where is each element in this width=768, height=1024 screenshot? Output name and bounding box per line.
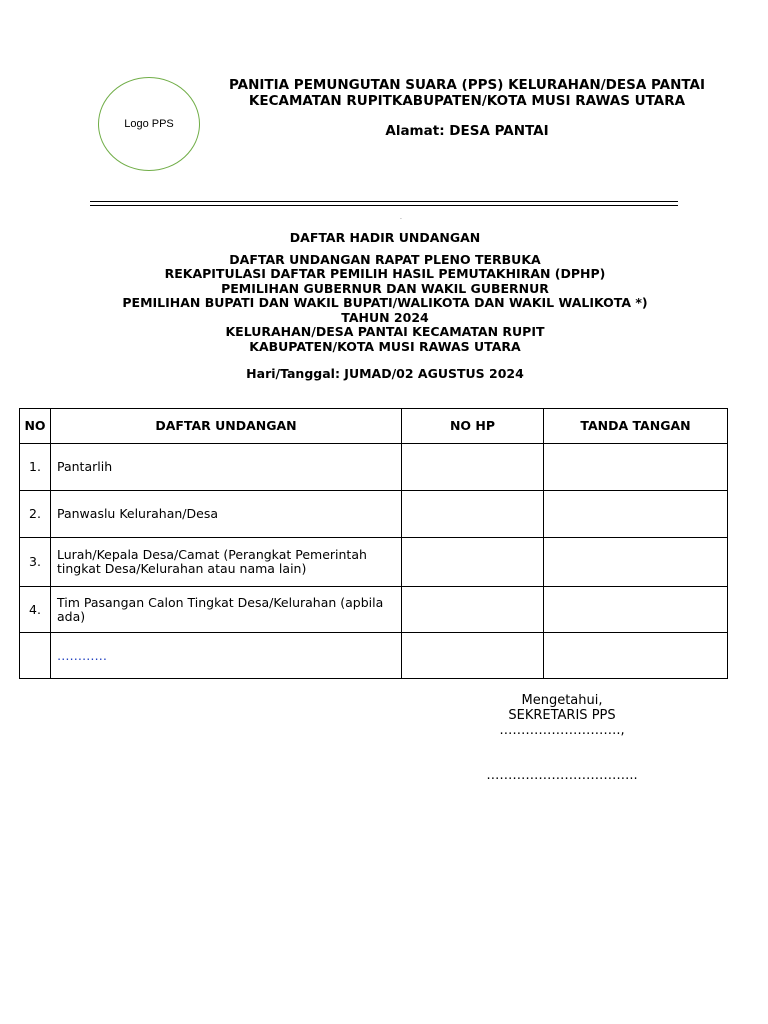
letterhead-line-1: PANITIA PEMUNGUTAN SUARA (PPS) KELURAHAN/DESA PANTAI	[229, 77, 705, 93]
row-signature-cell	[544, 444, 728, 491]
row-invitee-placeholder: …………	[51, 633, 402, 679]
table-header-row	[20, 409, 728, 444]
signature-block	[462, 693, 662, 783]
table-row	[20, 587, 728, 633]
row-signature-cell	[544, 633, 728, 679]
table-row	[20, 633, 728, 679]
header-divider-top	[90, 201, 678, 202]
header-signature: TANDA TANGAN	[544, 409, 728, 444]
letterhead-line-2: KECAMATAN RUPITKABUPATEN/KOTA MUSI RAWAS UTARA	[248, 92, 686, 109]
row-phone-cell	[402, 633, 544, 679]
title-line-2: REKAPITULASI DAFTAR PEMILIH HASIL PEMUTAKHIRAN (DPHP)	[164, 266, 606, 281]
place-date-placeholder: ……………………….,	[499, 723, 625, 738]
attendance-table	[19, 408, 728, 679]
logo-label: Logo PPS	[124, 118, 174, 130]
letterhead-address: Alamat: DESA PANTAI	[385, 123, 549, 139]
row-number: 3.	[20, 538, 51, 587]
row-number	[20, 633, 51, 679]
date-line: Hari/Tanggal: JUMAD/02 AGUSTUS 2024	[246, 366, 524, 381]
signature-name-placeholder: ……………………………..	[486, 768, 638, 783]
header-invitee: DAFTAR UNDANGAN	[51, 409, 402, 444]
row-invitee: Lurah/Kepala Desa/Camat (Perangkat Pemerintah tingkat Desa/Kelurahan atau nama lain)	[51, 538, 402, 587]
logo-placeholder	[98, 77, 200, 171]
table-row	[20, 538, 728, 587]
title-line-1: DAFTAR UNDANGAN RAPAT PLENO TERBUKA	[229, 251, 541, 267]
row-number: 4.	[20, 587, 51, 633]
title-line-5: TAHUN 2024	[341, 309, 429, 325]
row-phone-cell	[402, 491, 544, 538]
row-invitee: Tim Pasangan Calon Tingkat Desa/Kelurahan (apbila ada)	[51, 587, 402, 633]
row-signature-cell	[544, 587, 728, 633]
row-invitee: Panwaslu Kelurahan/Desa	[51, 491, 402, 538]
title-line-7: KABUPATEN/KOTA MUSI RAWAS UTARA	[249, 338, 521, 354]
title-line-3: PEMILIHAN GUBERNUR DAN WAKIL GUBERNUR	[221, 280, 549, 296]
row-phone-cell	[402, 538, 544, 587]
table-row	[20, 444, 728, 491]
document-title-block	[40, 231, 730, 382]
small-mark: .	[400, 214, 402, 221]
row-signature-cell	[544, 491, 728, 538]
row-phone-cell	[402, 587, 544, 633]
title-line-4: PEMILIHAN BUPATI DAN WAKIL BUPATI/WALIKOTA DAN WAKIL WALIKOTA *)	[122, 295, 648, 310]
title-line-6: KELURAHAN/DESA PANTAI KECAMATAN RUPIT	[225, 324, 545, 339]
row-number: 1.	[20, 444, 51, 491]
letterhead	[225, 78, 709, 140]
secretary-title: SEKRETARIS PPS	[508, 708, 616, 723]
row-invitee: Pantarlih	[51, 444, 402, 491]
header-phone: NO HP	[402, 409, 544, 444]
document-title: DAFTAR HADIR UNDANGAN	[289, 230, 481, 245]
header-no: NO	[20, 409, 51, 444]
table-row	[20, 491, 728, 538]
row-phone-cell	[402, 444, 544, 491]
header-divider-bottom	[90, 205, 678, 206]
acknowledged-label: Mengetahui,	[521, 693, 603, 708]
row-signature-cell	[544, 538, 728, 587]
row-number: 2.	[20, 491, 51, 538]
